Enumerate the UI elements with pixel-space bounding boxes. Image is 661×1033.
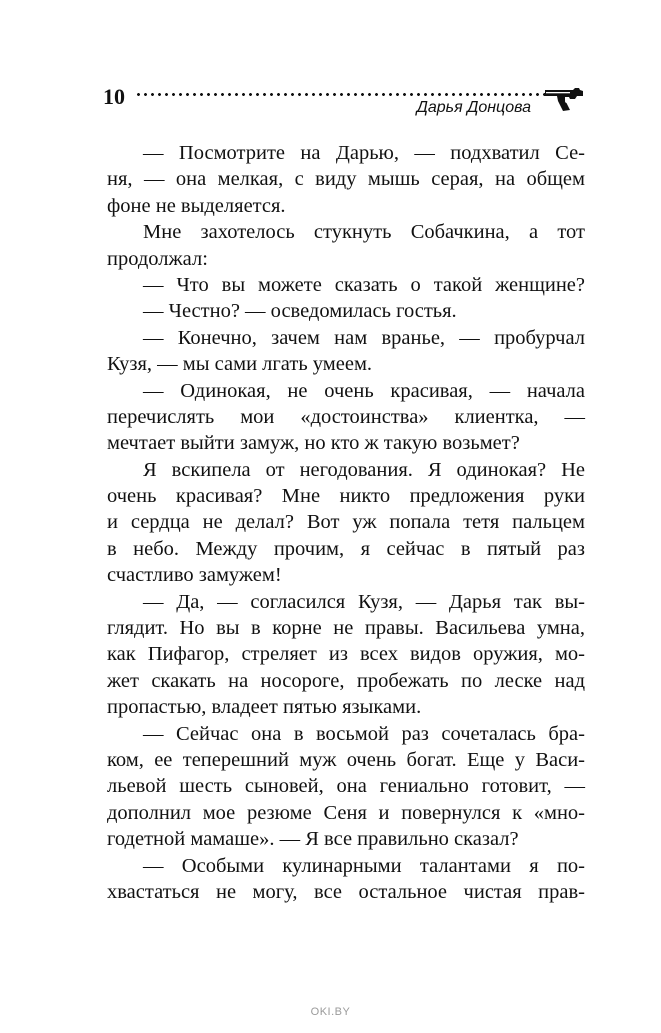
- dotted-leader: [135, 93, 547, 96]
- body-text: [107, 140, 585, 905]
- text-line: — Сейчас она в восьмой раз сочеталась бра-: [143, 722, 585, 745]
- text-line: и сердца не делал? Вот уж попала тетя пальцем: [107, 511, 585, 534]
- text-line: Кузя, — мы сами лгать умеем.: [107, 353, 373, 376]
- text-line: — Одинокая, не очень красивая, — начала: [143, 379, 585, 402]
- text-line: ком, ее теперешний муж очень богат. Еще у Васи-: [107, 748, 585, 771]
- watermark: OKI.BY: [310, 1006, 351, 1018]
- text-line: Я вскипела от негодования. Я одинокая? Не: [143, 458, 585, 481]
- text-line: — Честно? — осведомилась гостья.: [143, 300, 457, 323]
- page-number: 10: [103, 84, 125, 109]
- text-line: — Что вы можете сказать о такой женщине?: [143, 273, 585, 296]
- text-line: — Да, — согласился Кузя, — Дарья так вы-: [143, 590, 585, 613]
- revolver-icon: [543, 84, 585, 112]
- text-line: в небо. Между прочим, я сейчас в пятый раз: [107, 537, 585, 560]
- text-line: — Конечно, зачем нам вранье, — пробурчал: [143, 326, 585, 349]
- text-line: продолжал:: [107, 247, 208, 270]
- text-line: мечтает выйти замуж, но кто ж такую возьмет?: [107, 432, 520, 455]
- text-line: счастливо замужем!: [107, 564, 282, 587]
- text-line: перечислять мои «достоинства» клиентка, —: [107, 405, 585, 428]
- text-line: очень красивая? Мне никто предложения руки: [107, 485, 585, 508]
- text-line: ня, — она мелкая, с виду мышь серая, на общем: [107, 168, 585, 191]
- text-line: льевой шесть сыновей, она гениально готовит, —: [107, 775, 585, 798]
- text-line: годетной мамаше». — Я все правильно сказал?: [107, 828, 519, 851]
- text-line: пропастью, владеет пятью языками.: [107, 696, 422, 719]
- page-header: [101, 80, 587, 120]
- text-line: хвастаться не могу, все остальное чистая прав-: [107, 880, 585, 903]
- text-line: — Особыми кулинарными талантами я по-: [143, 854, 585, 877]
- text-line: Мне захотелось стукнуть Собачкина, а тот: [143, 221, 585, 244]
- text-line: фоне не выделяется.: [107, 194, 286, 217]
- text-line: — Посмотрите на Дарью, — подхватил Се-: [143, 142, 585, 164]
- text-line: глядит. Но вы в корне не правы. Васильева умна,: [107, 617, 585, 640]
- text-line: жет скакать на носороге, пробежать по леске над: [107, 669, 585, 692]
- text-line: дополнил мое резюме Сеня и повернулся к «мно-: [107, 801, 585, 824]
- running-head-author: Дарья Донцова: [416, 99, 531, 116]
- text-line: как Пифагор, стреляет из всех видов оружия, мо-: [107, 643, 585, 666]
